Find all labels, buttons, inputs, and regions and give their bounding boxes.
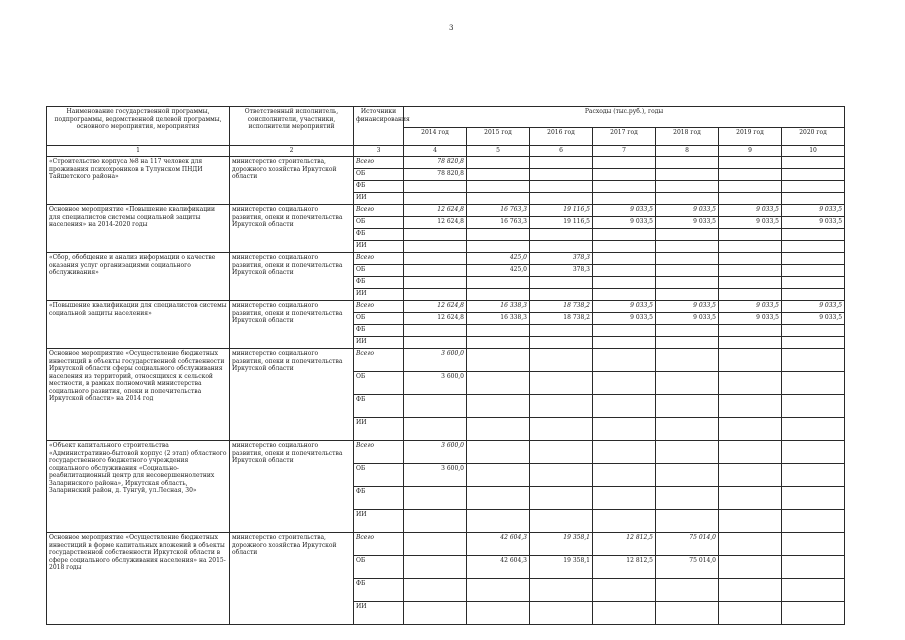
table-row xyxy=(47,301,845,313)
expense-value xyxy=(656,181,719,193)
header-year: 2018 год xyxy=(656,128,719,146)
table-row xyxy=(47,349,845,372)
header-name: Наименование государственной программы, подпрограммы, ведомственной целевой программы, основного мероприятия, мероприятия xyxy=(47,107,230,146)
expense-value xyxy=(530,157,593,169)
expense-value xyxy=(782,533,845,556)
expense-value xyxy=(593,464,656,487)
expense-value xyxy=(404,265,467,277)
expense-value xyxy=(719,229,782,241)
expense-value xyxy=(593,418,656,441)
expense-value xyxy=(719,349,782,372)
column-number: 10 xyxy=(782,146,845,157)
expense-value xyxy=(593,241,656,253)
expense-value xyxy=(782,464,845,487)
expense-value xyxy=(782,510,845,533)
expense-value xyxy=(530,193,593,205)
expense-value xyxy=(467,325,530,337)
expense-value xyxy=(656,337,719,349)
expense-value: 19 358,1 xyxy=(530,556,593,579)
expense-value xyxy=(404,241,467,253)
expense-value xyxy=(782,372,845,395)
funding-source: Всего xyxy=(354,349,404,372)
budget-table xyxy=(46,106,845,625)
expense-value xyxy=(530,418,593,441)
expense-value xyxy=(719,253,782,265)
header-source: Источники финансирования xyxy=(354,107,404,146)
expense-value xyxy=(467,169,530,181)
expense-value: 9 033,5 xyxy=(593,313,656,325)
expense-value: 75 014,0 xyxy=(656,533,719,556)
expense-value xyxy=(656,602,719,625)
expense-value xyxy=(656,395,719,418)
expense-value: 9 033,5 xyxy=(719,301,782,313)
funding-source: ИИ xyxy=(354,602,404,625)
expense-value: 9 033,5 xyxy=(656,301,719,313)
responsible-executor: министерство социального развития, опеки и попечительства Иркутской области xyxy=(230,205,354,253)
header-year: 2014 год xyxy=(404,128,467,146)
expense-value: 9 033,5 xyxy=(656,313,719,325)
expense-value xyxy=(656,169,719,181)
activity-name: Основное мероприятие «Осуществление бюджетных инвестиций в объекты государственной собственности Иркутской области сферы социального обслуживания населения из территорий, относящихся к сельской местности, в рамках полномочий министерства социального развития, опеки и попечительства Иркутской области» на 2014 год xyxy=(47,349,230,441)
expense-value xyxy=(404,533,467,556)
expense-value: 3 600,0 xyxy=(404,464,467,487)
funding-source: Всего xyxy=(354,253,404,265)
expense-value: 12 624,8 xyxy=(404,301,467,313)
responsible-executor: министерство социального развития, опеки и попечительства Иркутской области xyxy=(230,301,354,349)
expense-value xyxy=(593,602,656,625)
expense-value xyxy=(656,579,719,602)
expense-value xyxy=(467,193,530,205)
expense-value: 9 033,5 xyxy=(782,217,845,229)
expense-value xyxy=(593,337,656,349)
expense-value xyxy=(404,193,467,205)
expense-value xyxy=(593,277,656,289)
expense-value xyxy=(782,253,845,265)
expense-value xyxy=(782,181,845,193)
expense-value xyxy=(719,395,782,418)
funding-source: ФБ xyxy=(354,277,404,289)
expense-value xyxy=(782,325,845,337)
expense-value: 378,3 xyxy=(530,265,593,277)
expense-value xyxy=(530,337,593,349)
funding-source: ФБ xyxy=(354,395,404,418)
funding-source: ФБ xyxy=(354,229,404,241)
expense-value xyxy=(719,487,782,510)
expense-value xyxy=(656,372,719,395)
funding-source: Всего xyxy=(354,533,404,556)
expense-value xyxy=(467,510,530,533)
expense-value: 16 338,3 xyxy=(467,313,530,325)
expense-value xyxy=(593,289,656,301)
funding-source: ИИ xyxy=(354,418,404,441)
expense-value: 9 033,5 xyxy=(656,205,719,217)
table-row xyxy=(47,533,845,556)
expense-value xyxy=(782,395,845,418)
table-row xyxy=(47,157,845,169)
expense-value xyxy=(404,602,467,625)
expense-value xyxy=(467,487,530,510)
expense-value xyxy=(656,441,719,464)
expense-value xyxy=(593,325,656,337)
expense-value xyxy=(593,253,656,265)
expense-value xyxy=(530,372,593,395)
expense-value xyxy=(656,349,719,372)
expense-value xyxy=(782,579,845,602)
expense-value: 78 820,8 xyxy=(404,157,467,169)
expense-value: 18 738,2 xyxy=(530,313,593,325)
funding-source: ОБ xyxy=(354,217,404,229)
expense-value: 16 338,3 xyxy=(467,301,530,313)
expense-value xyxy=(404,325,467,337)
funding-source: ОБ xyxy=(354,556,404,579)
expense-value xyxy=(530,487,593,510)
expense-value xyxy=(656,253,719,265)
funding-source: ИИ xyxy=(354,193,404,205)
expense-value xyxy=(719,181,782,193)
expense-value: 18 738,2 xyxy=(530,301,593,313)
expense-value: 425,0 xyxy=(467,253,530,265)
expense-value xyxy=(467,157,530,169)
expense-value xyxy=(782,556,845,579)
funding-source: ФБ xyxy=(354,181,404,193)
expense-value xyxy=(656,418,719,441)
expense-value: 16 763,3 xyxy=(467,205,530,217)
expense-value: 42 604,3 xyxy=(467,533,530,556)
expense-value xyxy=(719,241,782,253)
funding-source: ФБ xyxy=(354,325,404,337)
expense-value xyxy=(530,289,593,301)
expense-value xyxy=(404,337,467,349)
expense-value: 3 600,0 xyxy=(404,441,467,464)
expense-value xyxy=(782,337,845,349)
expense-value xyxy=(782,229,845,241)
expense-value xyxy=(593,579,656,602)
expense-value xyxy=(719,441,782,464)
expense-value xyxy=(530,277,593,289)
expense-value xyxy=(719,337,782,349)
expense-value: 3 600,0 xyxy=(404,372,467,395)
expense-value xyxy=(782,157,845,169)
column-number: 2 xyxy=(230,146,354,157)
expense-value xyxy=(530,464,593,487)
expense-value xyxy=(656,289,719,301)
expense-value xyxy=(719,602,782,625)
expense-value xyxy=(782,602,845,625)
expense-value xyxy=(404,289,467,301)
expense-value xyxy=(782,441,845,464)
expense-value: 425,0 xyxy=(467,265,530,277)
expense-value xyxy=(656,229,719,241)
table-row xyxy=(47,253,845,265)
expense-value xyxy=(719,157,782,169)
funding-source: Всего xyxy=(354,301,404,313)
header-year: 2020 год xyxy=(782,128,845,146)
expense-value xyxy=(719,464,782,487)
expense-value: 9 033,5 xyxy=(719,313,782,325)
header-year: 2015 год xyxy=(467,128,530,146)
expense-value xyxy=(467,289,530,301)
responsible-executor: министерство социального развития, опеки и попечительства Иркутской области xyxy=(230,441,354,533)
expense-value xyxy=(530,602,593,625)
expense-value xyxy=(656,277,719,289)
expense-value: 16 763,3 xyxy=(467,217,530,229)
page-number: 3 xyxy=(449,24,454,32)
funding-source: ИИ xyxy=(354,289,404,301)
expense-value: 9 033,5 xyxy=(593,301,656,313)
expense-value xyxy=(719,372,782,395)
expense-value xyxy=(782,265,845,277)
expense-value xyxy=(530,579,593,602)
expense-value xyxy=(719,533,782,556)
funding-source: ОБ xyxy=(354,169,404,181)
table-row xyxy=(47,205,845,217)
expense-value xyxy=(404,556,467,579)
column-number: 4 xyxy=(404,146,467,157)
expense-value xyxy=(719,265,782,277)
column-number: 9 xyxy=(719,146,782,157)
expense-value xyxy=(467,579,530,602)
expense-value xyxy=(719,510,782,533)
funding-source: Всего xyxy=(354,157,404,169)
activity-name: «Строительство корпуса №8 на 117 человек для проживания психохроников в Тулунском ПНДИ Тайшетского района» xyxy=(47,157,230,205)
expense-value: 9 033,5 xyxy=(593,205,656,217)
expense-value xyxy=(404,253,467,265)
expense-value xyxy=(656,193,719,205)
expense-value xyxy=(593,181,656,193)
expense-value: 19 358,1 xyxy=(530,533,593,556)
funding-source: ИИ xyxy=(354,337,404,349)
expense-value xyxy=(530,441,593,464)
expense-value xyxy=(593,349,656,372)
expense-value: 19 116,5 xyxy=(530,217,593,229)
expense-value xyxy=(467,602,530,625)
expense-value xyxy=(656,487,719,510)
expense-value xyxy=(467,418,530,441)
header-executor: Ответственный исполнитель, соисполнители, участники, исполнители мероприятий xyxy=(230,107,354,146)
expense-value xyxy=(656,157,719,169)
expense-value xyxy=(467,229,530,241)
expense-value xyxy=(404,487,467,510)
expense-value xyxy=(530,349,593,372)
activity-name: Основное мероприятие «Повышение квалификации для специалистов системы социальной защиты населения» на 2014-2020 годы xyxy=(47,205,230,253)
funding-source: ОБ xyxy=(354,313,404,325)
expense-value xyxy=(467,337,530,349)
expense-value xyxy=(656,265,719,277)
expense-value xyxy=(467,241,530,253)
column-number: 7 xyxy=(593,146,656,157)
column-number: 1 xyxy=(47,146,230,157)
expense-value xyxy=(656,510,719,533)
expense-value: 9 033,5 xyxy=(593,217,656,229)
expense-value: 3 600,0 xyxy=(404,349,467,372)
funding-source: ИИ xyxy=(354,510,404,533)
expense-value xyxy=(782,241,845,253)
expense-value xyxy=(593,157,656,169)
expense-value xyxy=(719,556,782,579)
expense-value xyxy=(719,325,782,337)
expense-value xyxy=(782,169,845,181)
expense-value xyxy=(593,372,656,395)
expense-value xyxy=(530,241,593,253)
expense-value xyxy=(782,277,845,289)
expense-value xyxy=(782,289,845,301)
activity-name: Основное мероприятие «Осуществление бюджетных инвестиций в форме капитальных вложений в объекты государственной собственности Иркутской области в сфере социального обслуживания населения» на 2015-2018 годы xyxy=(47,533,230,625)
expense-value: 378,3 xyxy=(530,253,593,265)
header-expenses: Расходы (тыс.руб.), годы xyxy=(404,107,845,128)
expense-value: 12 624,8 xyxy=(404,313,467,325)
expense-value xyxy=(593,265,656,277)
expense-value xyxy=(593,193,656,205)
expense-value: 12 812,5 xyxy=(593,533,656,556)
funding-source: ОБ xyxy=(354,265,404,277)
column-number: 8 xyxy=(656,146,719,157)
expense-value xyxy=(467,464,530,487)
funding-source: Всего xyxy=(354,441,404,464)
expense-value xyxy=(530,169,593,181)
expense-value xyxy=(467,277,530,289)
expense-value: 19 116,5 xyxy=(530,205,593,217)
expense-value xyxy=(719,169,782,181)
header-year: 2017 год xyxy=(593,128,656,146)
table-row xyxy=(47,441,845,464)
activity-name: «Объект капитального строительства «Административно-бытовой корпус (2 этап) областного государственного бюджетного учреждения социального обслуживания «Социально-реабилитационный центр для несовершеннолетних Заларинского района», Иркутская область, Заларинский район, д. Тунгуй, ул.Лесная, 30» xyxy=(47,441,230,533)
funding-source: ИИ xyxy=(354,241,404,253)
expense-value: 9 033,5 xyxy=(782,205,845,217)
expense-value: 9 033,5 xyxy=(782,301,845,313)
funding-source: ФБ xyxy=(354,487,404,510)
expense-value xyxy=(404,395,467,418)
expense-value xyxy=(530,325,593,337)
expense-value xyxy=(782,418,845,441)
expense-value xyxy=(530,181,593,193)
expense-value xyxy=(467,441,530,464)
expense-value xyxy=(593,441,656,464)
expense-value xyxy=(782,487,845,510)
expense-value xyxy=(656,464,719,487)
header-year: 2016 год xyxy=(530,128,593,146)
column-number: 3 xyxy=(354,146,404,157)
expense-value xyxy=(719,579,782,602)
expense-value xyxy=(719,289,782,301)
activity-name: «Повышение квалификации для специалистов системы социальной защиты населения» xyxy=(47,301,230,349)
expense-value xyxy=(593,395,656,418)
expense-value xyxy=(719,193,782,205)
expense-value: 12 812,5 xyxy=(593,556,656,579)
expense-value: 12 624,8 xyxy=(404,205,467,217)
expense-value xyxy=(593,487,656,510)
expense-value xyxy=(467,372,530,395)
expense-value xyxy=(656,325,719,337)
expense-value xyxy=(467,181,530,193)
funding-source: ФБ xyxy=(354,579,404,602)
responsible-executor: министерство строительства, дорожного хозяйства Иркутской области xyxy=(230,157,354,205)
expense-value xyxy=(593,169,656,181)
expense-value xyxy=(593,229,656,241)
expense-value xyxy=(719,418,782,441)
header-year: 2019 год xyxy=(719,128,782,146)
responsible-executor: министерство социального развития, опеки и попечительства Иркутской области xyxy=(230,349,354,441)
expense-value: 9 033,5 xyxy=(719,205,782,217)
responsible-executor: министерство социального развития, опеки и попечительства Иркутской области xyxy=(230,253,354,301)
expense-value xyxy=(404,579,467,602)
expense-value xyxy=(467,395,530,418)
table-header xyxy=(47,107,845,157)
funding-source: Всего xyxy=(354,205,404,217)
expense-value xyxy=(404,510,467,533)
expense-value xyxy=(404,181,467,193)
activity-name: «Сбор, обобщение и анализ информации о качестве оказания услуг организациями социального обслуживания» xyxy=(47,253,230,301)
expense-value xyxy=(467,349,530,372)
expense-value xyxy=(656,241,719,253)
funding-source: ОБ xyxy=(354,464,404,487)
expense-value xyxy=(719,277,782,289)
expense-value: 42 604,3 xyxy=(467,556,530,579)
expense-value xyxy=(782,193,845,205)
expense-value xyxy=(404,418,467,441)
expense-value: 75 014,0 xyxy=(656,556,719,579)
expense-value xyxy=(782,349,845,372)
expense-value xyxy=(404,229,467,241)
column-number: 5 xyxy=(467,146,530,157)
expense-value xyxy=(404,277,467,289)
expense-value xyxy=(593,510,656,533)
expense-value: 12 624,8 xyxy=(404,217,467,229)
expense-value: 9 033,5 xyxy=(656,217,719,229)
expense-value xyxy=(530,510,593,533)
expense-value: 9 033,5 xyxy=(782,313,845,325)
column-number: 6 xyxy=(530,146,593,157)
expense-value: 9 033,5 xyxy=(719,217,782,229)
funding-source: ОБ xyxy=(354,372,404,395)
expense-value: 78 820,8 xyxy=(404,169,467,181)
responsible-executor: министерство строительства, дорожного хозяйства Иркутской области xyxy=(230,533,354,625)
expense-value xyxy=(530,229,593,241)
expense-value xyxy=(530,395,593,418)
